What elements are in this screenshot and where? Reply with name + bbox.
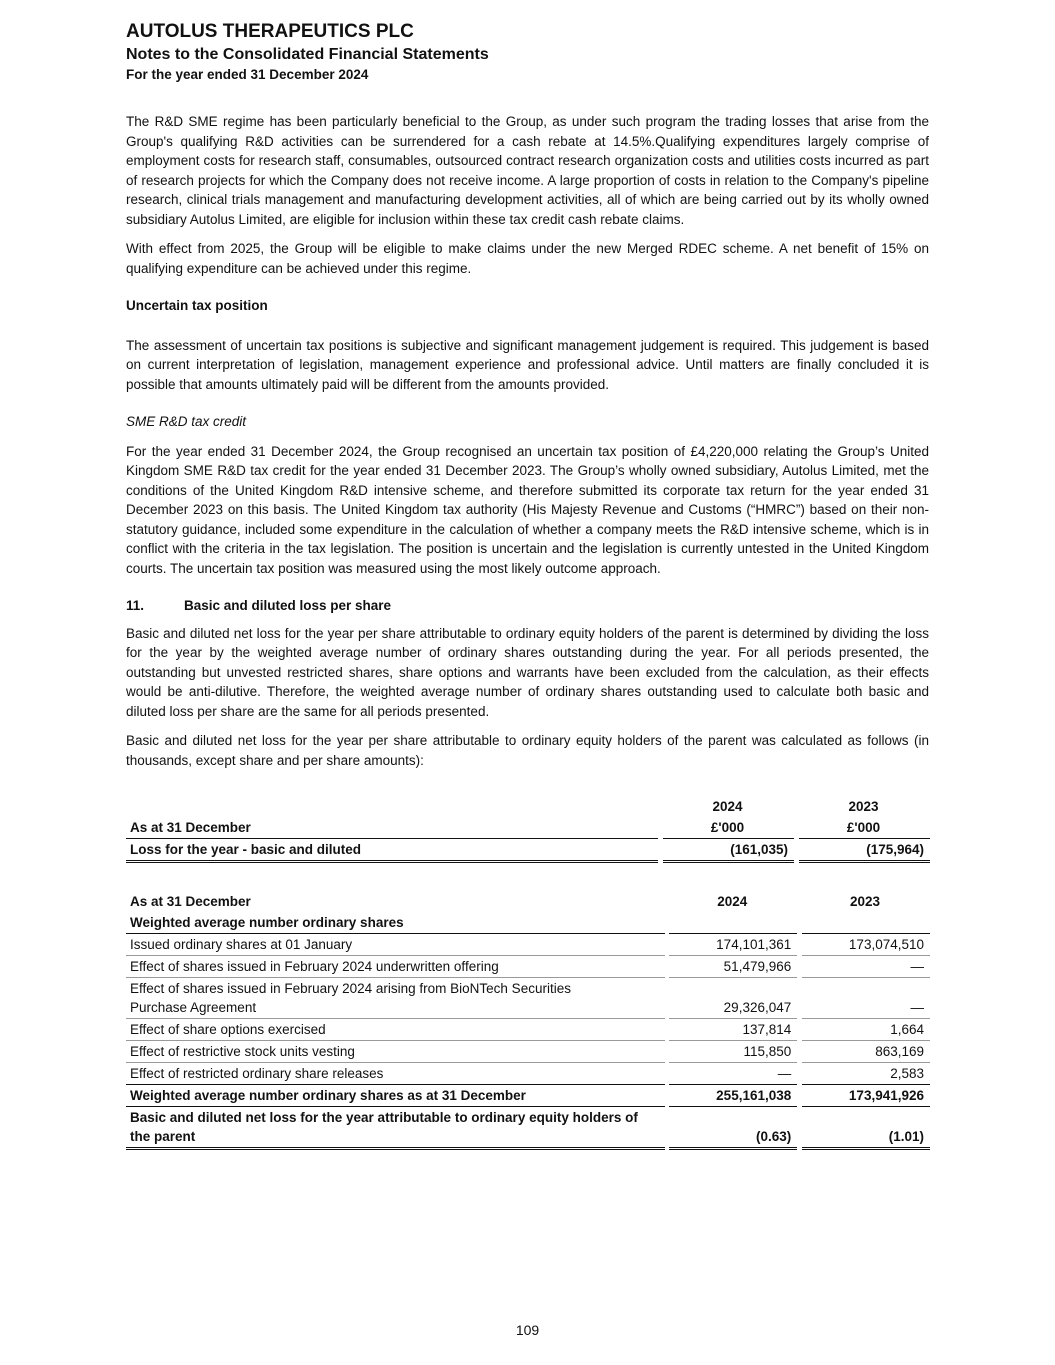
document-subtitle: Notes to the Consolidated Financial Statements	[126, 46, 489, 63]
merged-rdec-paragraph: With effect from 2025, the Group will be eligible to make claims under the new Merged RDEC scheme. A net benefit of 15% on qualifying expenditure can be achieved under this regime.	[126, 241, 929, 276]
reporting-period: For the year ended 31 December 2024	[126, 67, 369, 82]
section-title: Basic and diluted loss per share	[184, 598, 392, 613]
section-heading	[126, 596, 929, 616]
table-row: Effect of restrictive stock units vesting 115,850 863,169	[126, 1041, 930, 1063]
total-2023: 173,941,926	[802, 1084, 930, 1107]
loss-table	[126, 796, 930, 863]
table-row: Effect of shares issued in February 2024 arising from BioNTech Securities Purchase Agreement 29,326,047 —	[126, 978, 930, 1019]
unit-2023: £'000	[846, 820, 881, 835]
rd-sme-paragraph: The R&D SME regime has been particularly beneficial to the Group, as under such program the trading losses that arise from the Group's qualifying R&D activities can be surrendered for a cash rebate at 14.5%.Qualifying expenditures largely comprise of employment costs for research staff, consumables, outsourced contract research organization costs and utilities costs incurred as part of research projects for which the Company does not receive income. A large proportion of costs in relation to the Company's pipeline research, clinical trials management and manufacturing development activities, all of which are being carried out by its wholly owned subsidiary Autolus Limited, are eligible for inclusion within these tax credit cash rebate claims.	[126, 114, 929, 227]
uncertain-tax-heading: Uncertain tax position	[126, 298, 268, 313]
table-row	[126, 1107, 930, 1150]
sme-tax-credit-paragraph: For the year ended 31 December 2024, the Group recognised an uncertain tax position of £4,220,000 relating the Group’s United Kingdom SME R&D tax credit for the year ended 31 December 2023. The Group’s wholly owned subsidiary, Autolus Limited, met the conditions of the United Kingdom R&D intensive scheme, and therefore submitted its corporate tax return for the year ended 31 December 2023 on this basis. The United Kingdom tax authority (His Majesty Revenue and Customs (“HMRC”) based on their non-statutory guidance, included some expenditure in the calculation of whether a company meets the R&D intensive scheme, which is in conflict with the criteria in the tax legislation. The position is uncertain and the legislation is currently untested in the United Kingdom courts. The uncertain tax position was measured using the most likely outcome approach.	[126, 443, 929, 576]
document-page	[126, 20, 929, 1150]
total-label: Weighted average number ordinary shares as at 31 December	[126, 1084, 665, 1107]
loss-2024: (161,035)	[663, 838, 794, 863]
year-2023-header: 2023	[849, 894, 880, 909]
year-2024-header: 2024	[712, 799, 743, 814]
company-name: AUTOLUS THERAPEUTICS PLC	[126, 21, 414, 42]
eps-paragraph-2: Basic and diluted net loss for the year per share attributable to ordinary equity holders of the parent was calculated as follows (in thousands, except share and per share amounts):	[126, 733, 929, 768]
year-2023-header: 2023	[848, 799, 879, 814]
as-at-label: As at 31 December	[130, 820, 251, 835]
uncertain-tax-paragraph: The assessment of uncertain tax positions is subjective and significant management judgement is required. This judgement is based on current interpretation of legislation, management experience and professional advice. Until matters are finally concluded it is possible that amounts ultimately paid will be different from the amounts provided.	[126, 337, 929, 392]
year-2024-header: 2024	[717, 894, 748, 909]
shares-table	[126, 891, 930, 1150]
eps-label: Basic and diluted net loss for the year attributable to ordinary equity holders of the parent	[126, 1107, 665, 1150]
table-row	[126, 1084, 930, 1107]
eps-paragraph-1: Basic and diluted net loss for the year per share attributable to ordinary equity holders of the parent is determined by dividing the loss for the year by the weighted average number of ordinary shares outstanding during the year. For all periods presented, the outstanding but unvested restricted shares, share options and warrants have been excluded from the calculation, as their effects would be anti-dilutive. Therefore, the weighted average number of ordinary shares outstanding used to calculate both basic and diluted loss per share are the same for all periods presented.	[126, 625, 929, 719]
page-number: 109	[515, 1322, 540, 1338]
weighted-avg-subheader: Weighted average number ordinary shares	[126, 912, 665, 934]
loss-2023: (175,964)	[799, 838, 930, 863]
eps-2023: (1.01)	[802, 1107, 930, 1150]
loss-label: Loss for the year - basic and diluted	[126, 838, 658, 863]
table-row: Effect of restricted ordinary share releases — 2,583	[130, 1066, 924, 1081]
unit-2024: £'000	[710, 820, 745, 835]
table-row	[126, 891, 930, 912]
table-row	[126, 838, 930, 863]
table-row: Effect of shares issued in February 2024 underwritten offering 51,479,966 —	[126, 956, 930, 978]
table-row: Effect of share options exercised 137,814 1,664	[126, 1019, 930, 1041]
table-row	[126, 796, 930, 817]
total-2024: 255,161,038	[669, 1084, 797, 1107]
sme-tax-credit-heading: SME R&D tax credit	[126, 414, 247, 429]
table-row	[126, 817, 930, 838]
section-number: 11.	[126, 598, 145, 613]
table-row: Issued ordinary shares at 01 January 174,101,361 173,074,510	[126, 934, 930, 956]
as-at-label: As at 31 December	[130, 894, 251, 909]
eps-2024: (0.63)	[669, 1107, 797, 1150]
table-row	[126, 912, 930, 934]
